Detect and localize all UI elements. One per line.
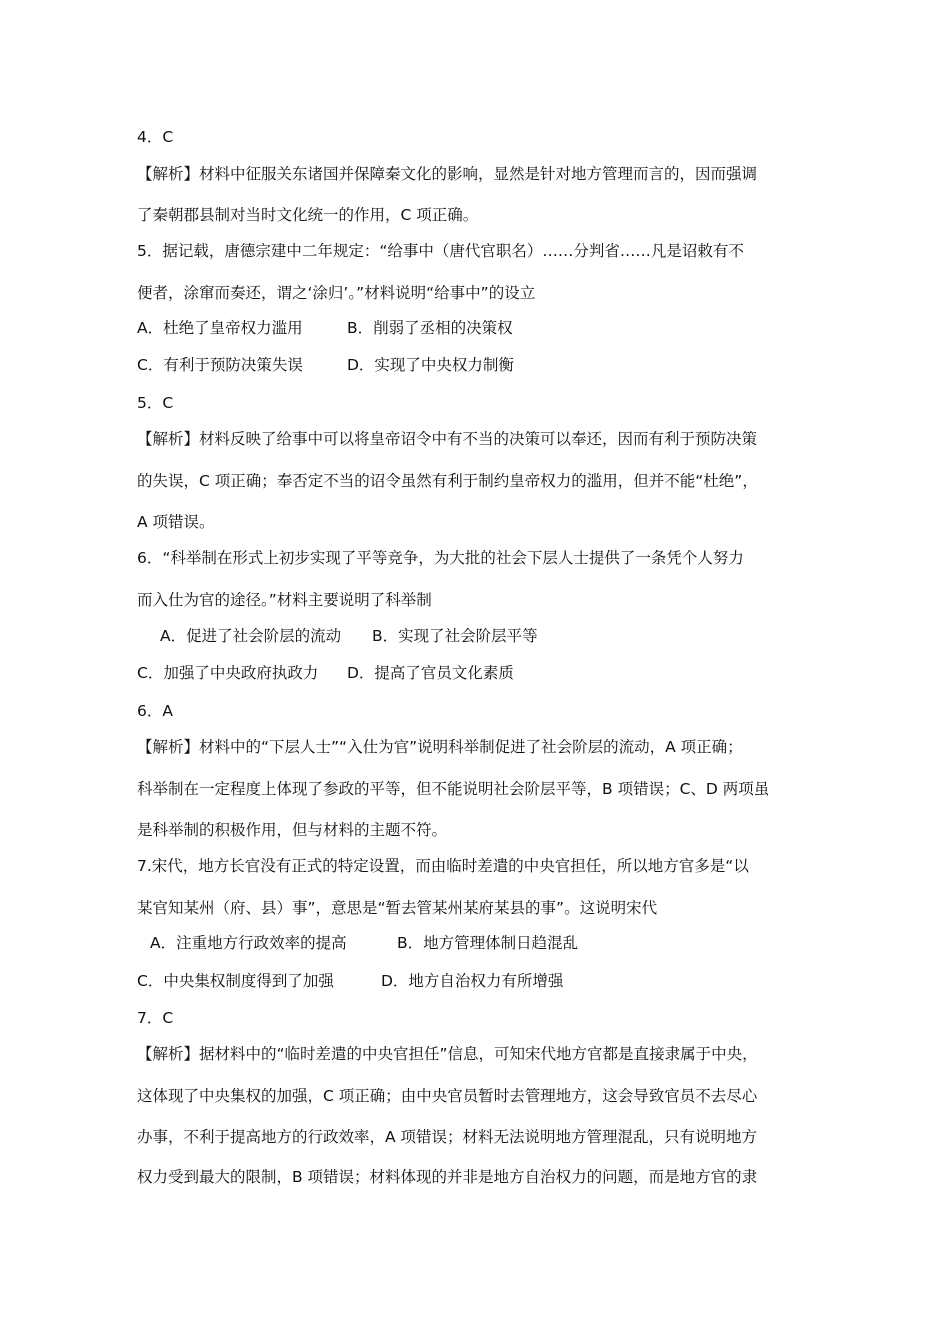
question-5-line-1: 5．据记载，唐德宗建中二年规定：“给事中（唐代官职名）……分判省……凡是诏敕有不 [137,242,744,260]
analysis-6-line-2: 科举制在一定程度上体现了参政的平等，但不能说明社会阶层平等，B 项错误；C、D 两项虽 [137,780,770,798]
q7-option-c: C．中央集权制度得到了加强 [137,972,334,990]
analysis-5-line-1: 【解析】材料反映了给事中可以将皇帝诏令中有不当的决策可以奉还，因而有利于预防决策 [137,430,758,448]
q7-option-a: A．注重地方行政效率的提高 [150,934,347,952]
analysis-5-line-2: 的失误，C 项正确；奉否定不当的诏令虽然有利于制约皇帝权力的滥用，但并不能“杜绝”， [137,472,758,490]
question-6-line-1: 6．“科举制在形式上初步实现了平等竞争，为大批的社会下层人士提供了一条凭个人努力 [137,549,744,567]
q5-option-d: D．实现了中央权力制衡 [347,356,514,374]
analysis-4-line-2: 了秦朝郡县制对当时文化统一的作用，C 项正确。 [137,206,479,224]
answer-4: 4．C [137,128,174,146]
q6-option-b: B．实现了社会阶层平等 [372,627,538,645]
q6-option-c: C．加强了中央政府执政力 [137,664,319,682]
analysis-5-line-3: A 项错误。 [137,513,215,531]
answer-5: 5．C [137,394,174,412]
analysis-6-line-3: 是科举制的积极作用，但与材料的主题不符。 [137,821,448,839]
answer-7: 7．C [137,1009,174,1027]
q5-option-c: C．有利于预防决策失误 [137,356,303,374]
q5-option-b: B．削弱了丞相的决策权 [347,319,513,337]
answer-6: 6．A [137,702,173,720]
question-6-line-2: 而入仕为官的途径。”材料主要说明了科举制 [137,591,432,609]
analysis-4-line-1: 【解析】材料中征服关东诸国并保障秦文化的影响，显然是针对地方管理而言的，因而强调 [137,165,758,183]
question-7-line-2: 某官知某州（府、县）事”，意思是“暂去管某州某府某县的事”。这说明宋代 [137,899,658,917]
analysis-7-line-2: 这体现了中央集权的加强，C 项正确；由中央官员暂时去管理地方，这会导致官员不去尽心 [137,1087,758,1105]
analysis-7-line-3: 办事，不利于提高地方的行政效率，A 项错误；材料无法说明地方管理混乱，只有说明地方 [137,1128,758,1146]
analysis-7-line-1: 【解析】据材料中的“临时差遣的中央官担任”信息，可知宋代地方官都是直接隶属于中央， [137,1045,758,1063]
q6-option-d: D．提高了官员文化素质 [347,664,514,682]
q7-option-b: B．地方管理体制日趋混乱 [397,934,579,952]
question-7-line-1: 7.宋代，地方长官没有正式的特定设置，而由临时差遣的中央官担任，所以地方官多是“以 [137,857,749,875]
question-5-line-2: 便者，涂窜而奏还，谓之‘涂归’。”材料说明“给事中”的设立 [137,284,536,302]
analysis-7-line-4: 权力受到最大的限制，B 项错误；材料体现的并非是地方自治权力的问题，而是地方官的隶 [137,1168,758,1186]
q5-option-a: A．杜绝了皇帝权力滥用 [137,319,303,337]
analysis-6-line-1: 【解析】材料中的“下层人士”“入仕为官”说明科举制促进了社会阶层的流动，A 项正确； [137,738,743,756]
q6-option-a: A．促进了社会阶层的流动 [160,627,342,645]
q7-option-d: D．地方自治权力有所增强 [381,972,564,990]
